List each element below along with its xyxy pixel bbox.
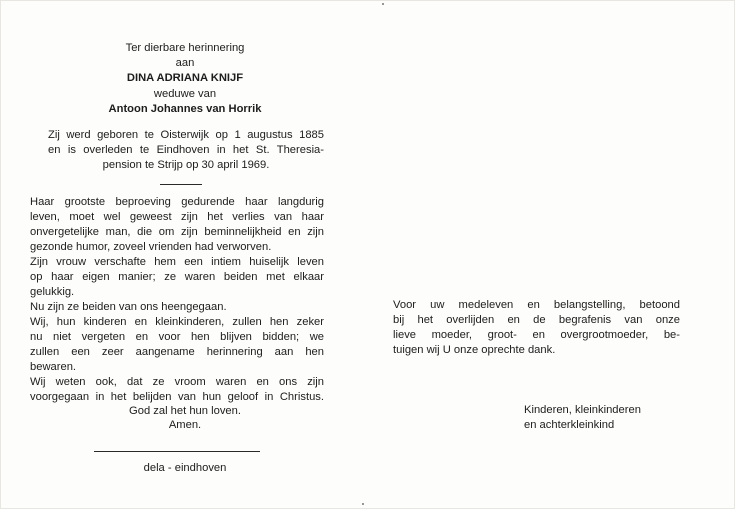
header-line-1: Ter dierbare herinnering [125, 42, 245, 54]
body-line: Zijn vrouw verschafte hem een intiem huiselijk leven [30, 256, 324, 268]
paper-speck [382, 3, 384, 5]
body-line: Wij weten ook, dat ze vroom waren en ons zijn [30, 376, 324, 388]
body-line: voorgegaan in het belijden van hun geloof in Christus. [30, 391, 324, 403]
short-divider [160, 184, 202, 185]
printer-credit: dela - eindhoven [143, 462, 227, 474]
body-line: nu niet vergeten en voor hen blijven bidden; we [30, 331, 324, 343]
closing-line-1: God zal het hun loven. [129, 405, 241, 417]
bottom-divider [94, 451, 260, 452]
thanks-line: Voor uw medeleven en belangstelling, betoond [393, 299, 680, 311]
deceased-name: DINA ADRIANA KNIJF [126, 72, 244, 84]
body-line: zullen een zeer aangename herinnering aan hen [30, 346, 324, 358]
body-line: Wij, hun kinderen en kleinkinderen, zullen hen zeker [30, 316, 324, 328]
paper-speck [362, 503, 364, 505]
thanks-line: tuigen wij U onze oprechte dank. [393, 344, 556, 356]
right-page [367, 0, 735, 509]
body-line: gezonde humor, zoveel vrienden had verworven. [30, 241, 272, 253]
signature-line-2: en achterkleinkind [524, 419, 615, 431]
bio-line: Zij werd geboren te Oisterwijk op 1 augustus 1885 [48, 129, 324, 141]
thanks-line: bij het overlijden en de begrafenis van onze [393, 314, 680, 326]
bio-line: pension te Strijp op 30 april 1969. [102, 159, 270, 171]
left-page [0, 0, 367, 509]
bio-line: en is overleden te Eindhoven in het St. Theresia- [48, 144, 324, 156]
body-line: op haar eigen manier; ze waren beiden met elkaar [30, 271, 324, 283]
header-line-4: weduwe van [153, 88, 217, 100]
body-line: onvergetelijke man, die om zijn beminnelijkheid en zijn [30, 226, 324, 238]
body-line: Haar grootste beproeving gedurende haar langdurig [30, 196, 324, 208]
thanks-line: lieve moeder, groot- en overgrootmoeder, be- [393, 329, 680, 341]
body-line: Nu zijn ze beiden van ons heengegaan. [30, 301, 227, 313]
header-line-2: aan [175, 57, 195, 69]
closing-line-2: Amen. [168, 419, 202, 431]
body-line: leven, moet wel geweest zijn het verlies van haar [30, 211, 324, 223]
body-line: gelukkig. [30, 286, 75, 298]
body-line: bewaren. [30, 361, 77, 373]
signature-line-1: Kinderen, kleinkinderen [524, 404, 641, 416]
spouse-name: Antoon Johannes van Horrik [108, 103, 262, 115]
